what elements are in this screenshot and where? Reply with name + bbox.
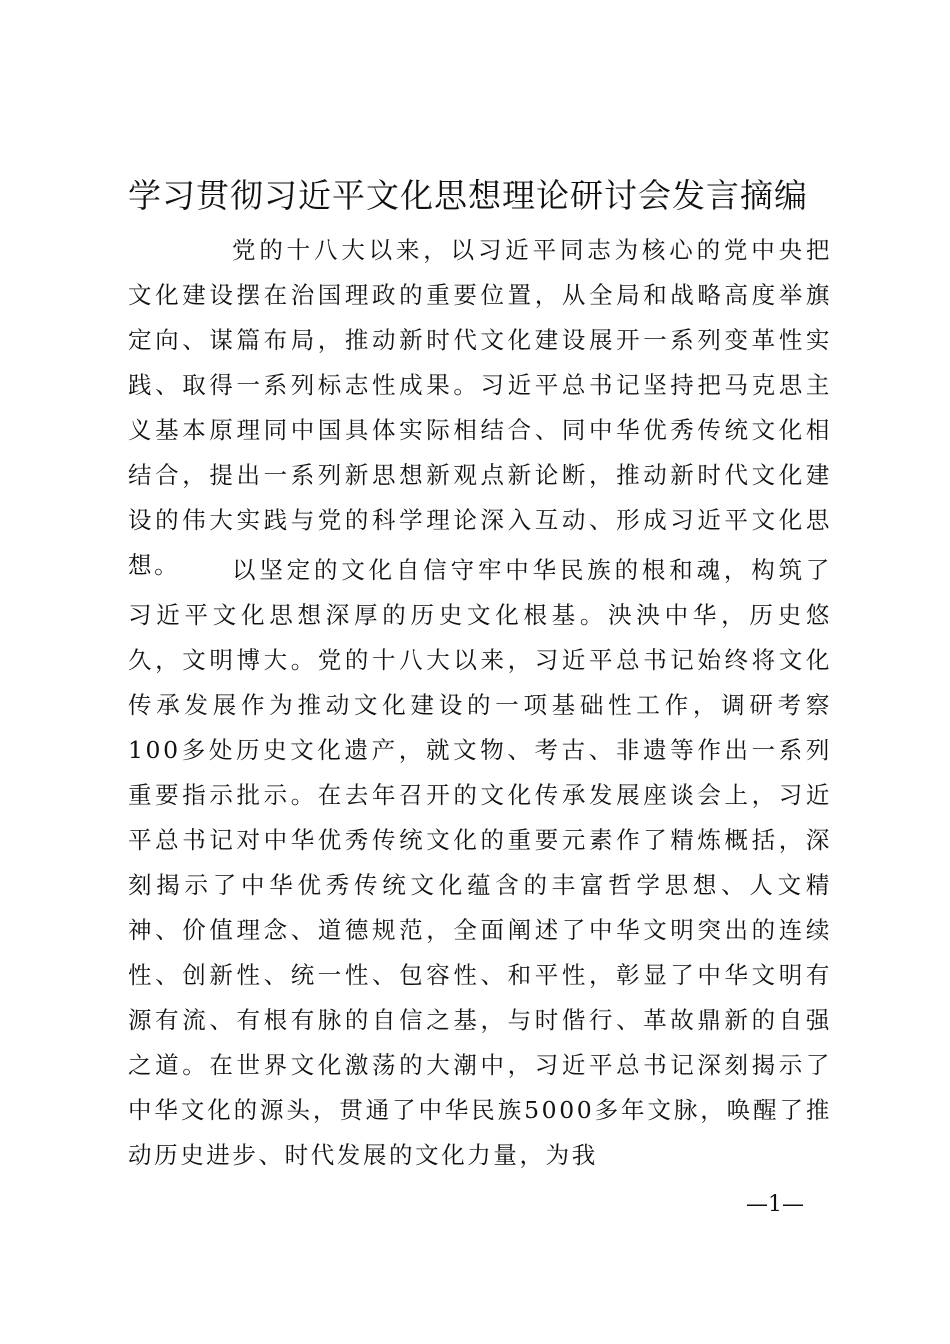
page-number: —1— — [746, 1192, 804, 1217]
paragraph-1: 党的十八大以来，以习近平同志为核心的党中央把文化建设摆在治国理政的重要位置，从全局和战略高度举旗定向、谋篇布局，推动新时代文化建设展开一系列变革性实践、取得一系列标志性成果。习近平总书记坚持把马克思主义基本原理同中国具体实际相结合、同中华优秀传统文化相结合，提出一系列新思想新观点新论断，推动新时代文化建设的伟大实践与党的科学理论深入互动、形成习近平文化思想。 — [128, 236, 832, 579]
paragraph-2: 以坚定的文化自信守牢中华民族的根和魂，构筑了习近平文化思想深厚的历史文化根基。泱泱中华，历史悠久，文明博大。党的十八大以来，习近平总书记始终将文化传承发展作为推动文化建设的一项基础性工作，调研考察100多处历史文化遗产，就文物、考古、非遗等作出一系列重要指示批示。在去年召开的文化传承发展座谈会上，习近平总书记对中华优秀传统文化的重要元素作了精炼概括，深刻揭示了中华优秀传统文化蕴含的丰富哲学思想、人文精神、价值理念、道德规范，全面阐述了中华文明突出的连续性、创新性、统一性、包容性、和平性，彰显了中华文明有源有流、有根有脉的自信之基，与时偕行、革故鼎新的自强之道。在世界文化激荡的大潮中，习近平总书记深刻揭示了中华文化的源头，贯通了中华民族5000多年文脉，唤醒了推动历史进步、时代发展的文化力量，为我 — [128, 556, 832, 1169]
document-title: 学习贯彻习近平文化思想理论研讨会发言摘编 — [128, 176, 808, 215]
